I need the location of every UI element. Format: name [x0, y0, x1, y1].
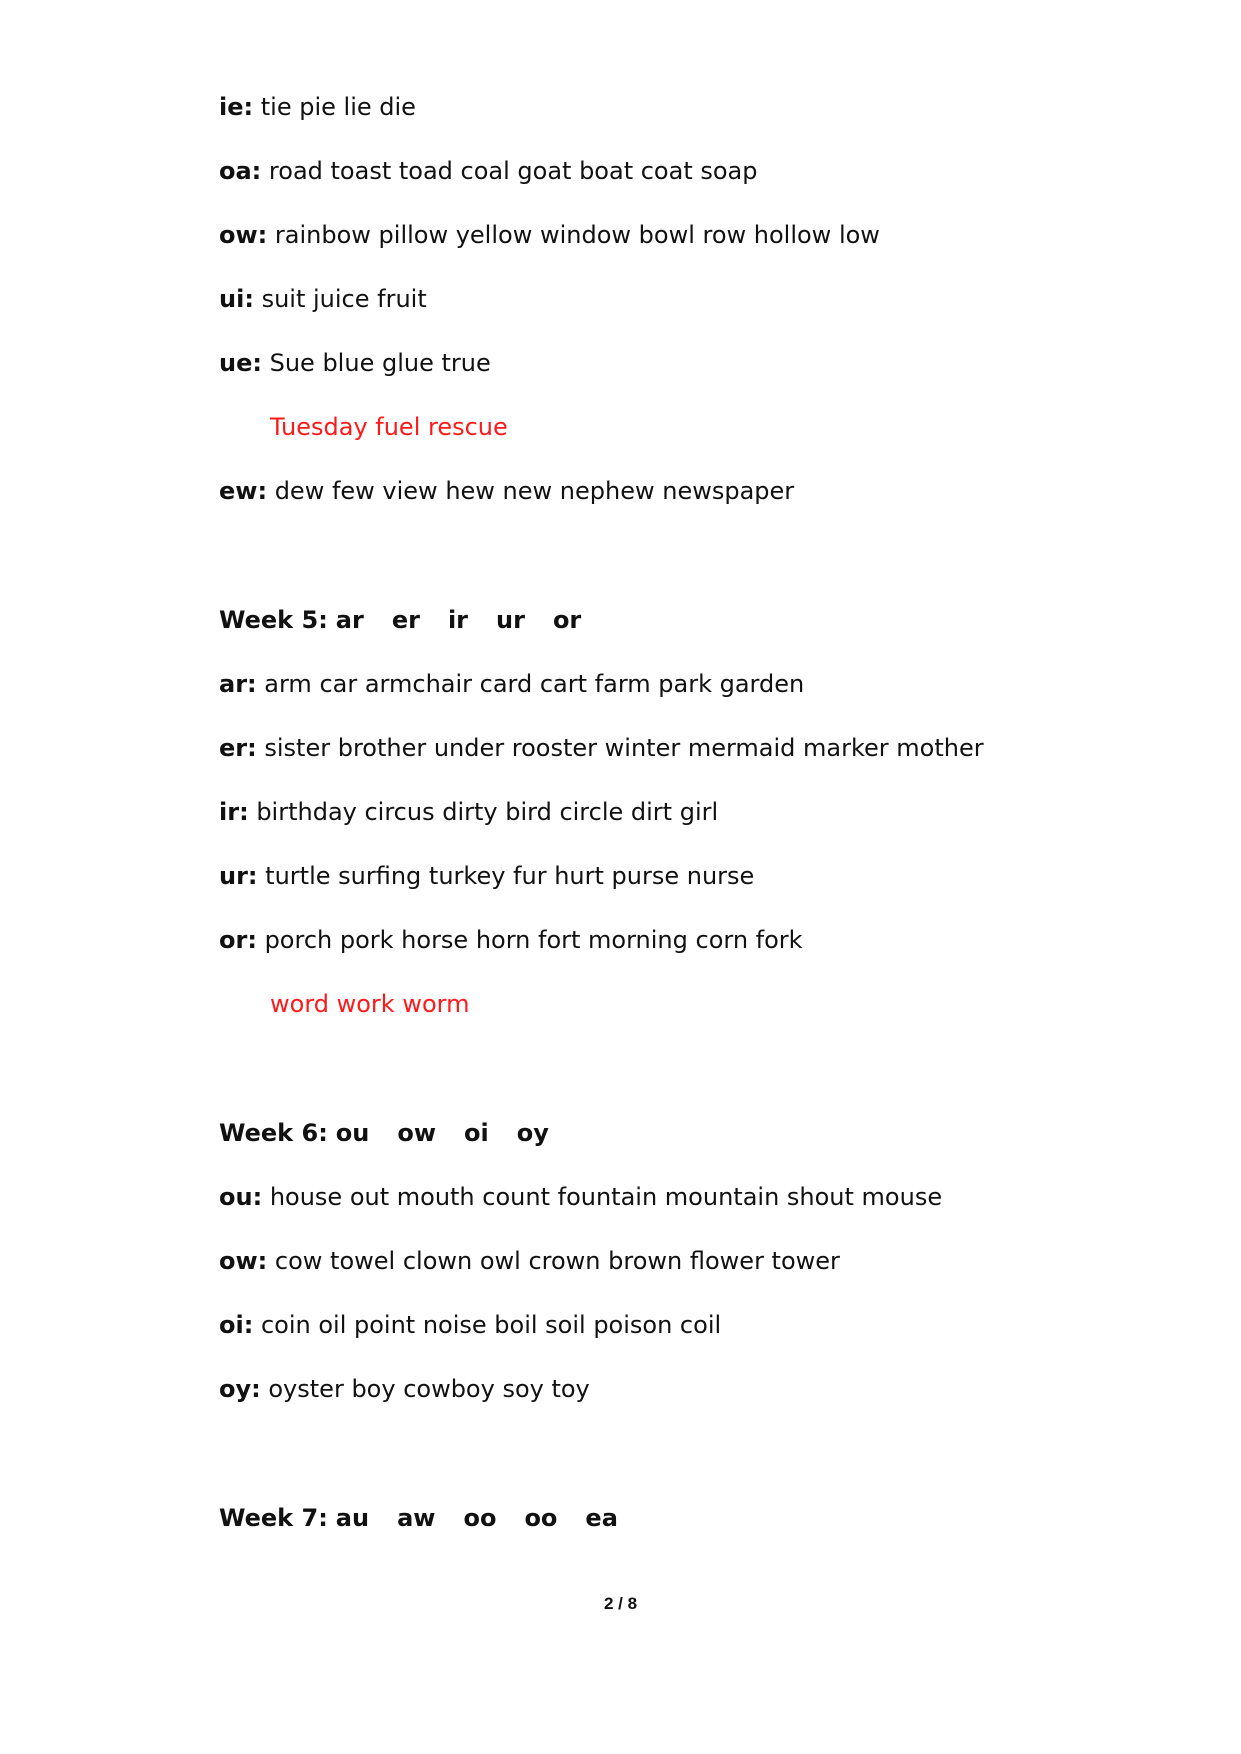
row-label: ie: [219, 93, 254, 121]
phonics-row-oy [219, 1373, 590, 1405]
sound: or [552, 606, 582, 634]
phonics-row-oa [219, 155, 758, 187]
row-words: cow towel clown owl crown brown flower tower [274, 1247, 840, 1275]
row-label: ue: [219, 349, 262, 377]
week6-heading [219, 1117, 549, 1149]
row-label: oa: [219, 157, 262, 185]
row-words: turtle surfing turkey fur hurt purse nurse [265, 862, 755, 890]
row-label: ui: [219, 285, 254, 313]
sound: ea [585, 1504, 618, 1532]
row-words: coin oil point noise boil soil poison coil [260, 1311, 722, 1339]
row-label: er: [219, 734, 257, 762]
row-words: suit juice fruit [261, 285, 427, 313]
page-number: 2 / 8 [603, 1594, 638, 1613]
row-label: ar: [219, 670, 257, 698]
row-words: arm car armchair card cart farm park garden [264, 670, 805, 698]
sound: ir [447, 606, 469, 634]
sound: oi [464, 1119, 489, 1147]
row-words: road toast toad coal goat boat coat soap [268, 157, 758, 185]
sound: ar [335, 606, 364, 634]
phonics-row-ou [219, 1181, 942, 1213]
row-words: porch pork horse horn fort morning corn fork [264, 926, 803, 954]
phonics-row-ur [219, 860, 754, 892]
phonics-row-er [219, 732, 984, 764]
row-label: oi: [219, 1311, 254, 1339]
row-words: sister brother under rooster winter mermaid marker mother [264, 734, 984, 762]
phonics-row-ow [219, 1245, 840, 1277]
sound: oo [524, 1504, 558, 1532]
row-label: ew: [219, 477, 268, 505]
phonics-row-ir [219, 796, 718, 828]
week-title: Week 6: [219, 1119, 328, 1147]
ue-exception-words: Tuesday fuel rescue [270, 413, 508, 441]
row-label: or: [219, 926, 257, 954]
week-title: Week 7: [219, 1504, 328, 1532]
week5-heading [219, 604, 581, 636]
sound: aw [397, 1504, 436, 1532]
row-words: dew few view hew new nephew newspaper [274, 477, 795, 505]
phonics-row-ie [219, 91, 416, 123]
row-label: ur: [219, 862, 258, 890]
sound: oo [463, 1504, 497, 1532]
row-words: birthday circus dirty bird circle dirt girl [256, 798, 719, 826]
sound: au [335, 1504, 370, 1532]
phonics-row-ow [219, 219, 880, 251]
row-words: tie pie lie die [260, 93, 416, 121]
row-words: rainbow pillow yellow window bowl row hollow low [274, 221, 880, 249]
phonics-row-ue [219, 347, 491, 379]
sound: ur [496, 606, 525, 634]
week7-heading [219, 1502, 618, 1534]
row-label: ow: [219, 221, 268, 249]
row-label: ou: [219, 1183, 263, 1211]
row-words: Sue blue glue true [269, 349, 491, 377]
sound: oy [516, 1119, 549, 1147]
sound: ou [335, 1119, 370, 1147]
or-exception-words: word work worm [270, 990, 470, 1018]
phonics-row-ui [219, 283, 427, 315]
phonics-row-or [219, 924, 803, 956]
sound: ow [397, 1119, 437, 1147]
row-words: house out mouth count fountain mountain shout mouse [269, 1183, 943, 1211]
sound: er [391, 606, 420, 634]
row-label: oy: [219, 1375, 261, 1403]
week-title: Week 5: [219, 606, 328, 634]
phonics-row-ar [219, 668, 804, 700]
phonics-row-oi [219, 1309, 721, 1341]
phonics-row-ew [219, 475, 794, 507]
row-label: ow: [219, 1247, 268, 1275]
row-words: oyster boy cowboy soy toy [268, 1375, 590, 1403]
row-label: ir: [219, 798, 249, 826]
